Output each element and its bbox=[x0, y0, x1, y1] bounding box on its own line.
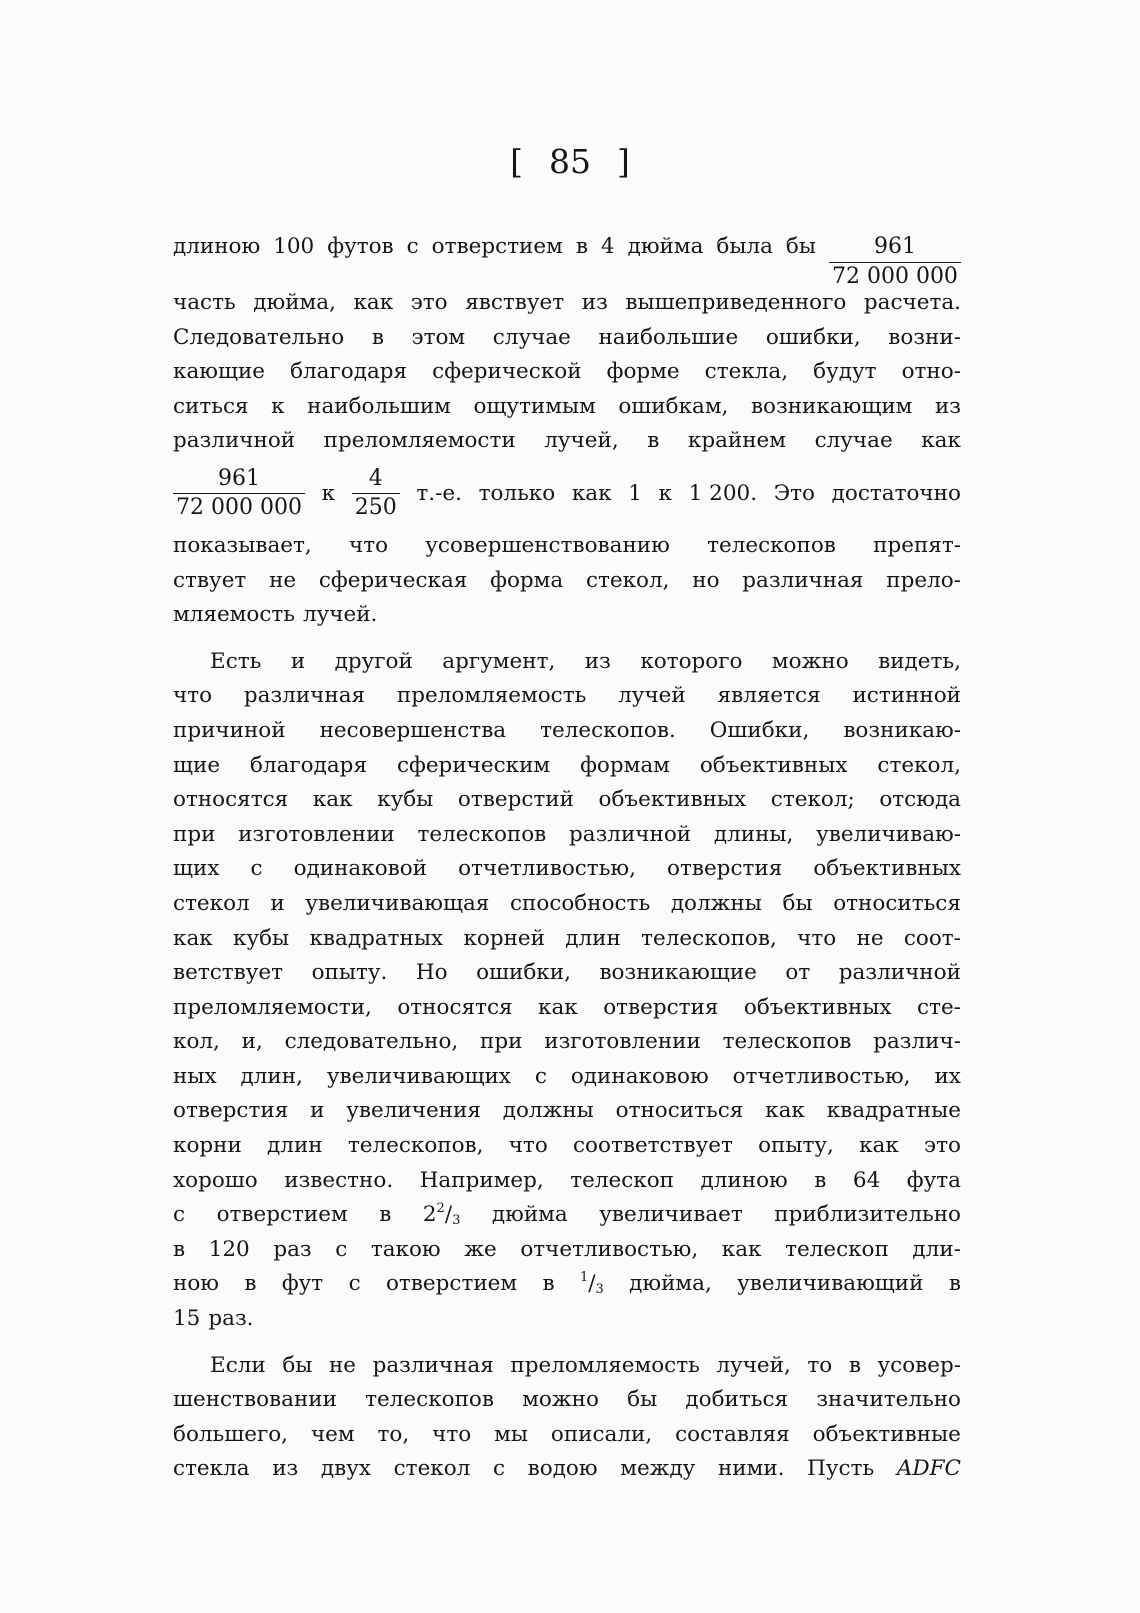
text-line bbox=[173, 1383, 961, 1418]
body-text bbox=[173, 208, 961, 1487]
word: из bbox=[272, 1456, 299, 1482]
word: как bbox=[312, 787, 353, 813]
word: сферическим bbox=[396, 752, 551, 778]
text-line bbox=[173, 1164, 961, 1199]
paragraph-2 bbox=[173, 645, 961, 1337]
text-line bbox=[173, 749, 961, 784]
word: прело- bbox=[886, 567, 961, 593]
word: с bbox=[173, 1202, 186, 1228]
fraction-numerator: 4 bbox=[368, 465, 383, 491]
word: как bbox=[859, 1133, 899, 1159]
word: отчетливостью, bbox=[458, 856, 636, 882]
word: различной bbox=[838, 960, 961, 986]
word: щие bbox=[173, 752, 221, 778]
word: к bbox=[271, 393, 285, 419]
text-line bbox=[173, 1267, 961, 1302]
word: благодаря bbox=[290, 359, 408, 385]
word: возникающим bbox=[750, 393, 913, 419]
word: корней bbox=[463, 925, 545, 951]
word: что bbox=[797, 925, 837, 951]
word: мы bbox=[494, 1421, 528, 1447]
word: и bbox=[310, 1098, 325, 1124]
word: и bbox=[290, 648, 306, 674]
word: наибольшие bbox=[598, 324, 739, 350]
word: ошибкам, bbox=[618, 393, 729, 419]
word: увеличивающая bbox=[305, 890, 490, 916]
word: объективных bbox=[598, 787, 747, 813]
text-line bbox=[173, 991, 961, 1026]
text-line bbox=[173, 887, 961, 922]
word: бы bbox=[627, 1387, 658, 1413]
word: стекла, bbox=[704, 359, 789, 385]
word: как bbox=[353, 290, 394, 315]
text-line bbox=[173, 645, 961, 680]
fraction bbox=[829, 235, 961, 289]
word: стекол; bbox=[770, 787, 855, 813]
word: 64 bbox=[852, 1167, 881, 1193]
word: бы bbox=[282, 1352, 313, 1378]
word: телескопов bbox=[707, 532, 836, 558]
italic-label: ADFC bbox=[896, 1456, 961, 1482]
word: несовершенства bbox=[319, 717, 507, 743]
word: в bbox=[575, 234, 588, 259]
word: способность bbox=[510, 890, 651, 916]
word: к bbox=[658, 480, 672, 506]
word: телескопов. bbox=[540, 717, 676, 743]
word: этом bbox=[411, 324, 466, 350]
text-line bbox=[173, 598, 961, 633]
word: показывает, bbox=[173, 532, 312, 558]
word: в bbox=[244, 1271, 257, 1297]
word: это bbox=[924, 1133, 961, 1159]
text-line bbox=[173, 459, 961, 529]
word: 1 200. bbox=[688, 480, 758, 506]
word: т.-е. bbox=[416, 480, 462, 506]
word: телескопов bbox=[417, 821, 547, 847]
word: относятся bbox=[397, 994, 513, 1020]
word: бы bbox=[785, 234, 816, 259]
word: квадратные bbox=[826, 1098, 961, 1124]
word: чем bbox=[310, 1421, 355, 1447]
text-line bbox=[173, 1302, 961, 1337]
word: опыту. bbox=[311, 960, 388, 986]
word: достаточно bbox=[831, 480, 961, 506]
word: преломляемость bbox=[396, 683, 587, 709]
text-line bbox=[173, 1198, 961, 1233]
word: шенствовании bbox=[173, 1387, 337, 1413]
word: как bbox=[765, 1098, 805, 1124]
word: 4 bbox=[600, 234, 615, 259]
fraction bbox=[173, 467, 305, 521]
word: дюйма, bbox=[629, 1271, 712, 1297]
word: аргумент, bbox=[442, 648, 556, 674]
word: в bbox=[647, 428, 660, 454]
word: различная bbox=[742, 567, 864, 593]
word: дюйма bbox=[627, 234, 704, 259]
word: препят- bbox=[873, 532, 961, 558]
word: это bbox=[410, 290, 448, 315]
word: 100 bbox=[273, 234, 315, 259]
fraction-numerator: 961 bbox=[873, 234, 916, 259]
word: различной bbox=[569, 821, 692, 847]
word: увеличения bbox=[346, 1098, 481, 1124]
text-line bbox=[173, 286, 961, 321]
word: телескопов, bbox=[641, 925, 777, 951]
text-line bbox=[173, 956, 961, 991]
word: стекол, bbox=[877, 752, 961, 778]
word: что bbox=[432, 1421, 472, 1447]
word: отверстием bbox=[385, 1271, 518, 1297]
word: ощутимым bbox=[473, 393, 596, 419]
text-line bbox=[173, 1452, 961, 1487]
word: только bbox=[478, 480, 556, 506]
mixed-numerator: 2 bbox=[436, 1201, 445, 1217]
word: Пусть bbox=[807, 1456, 875, 1482]
word: телескопов, bbox=[347, 1133, 484, 1159]
word: ошибки, bbox=[476, 960, 571, 986]
word: следовательно, bbox=[284, 1029, 459, 1055]
text-line bbox=[173, 922, 961, 957]
word: изготовлении bbox=[238, 821, 395, 847]
word: причиной bbox=[173, 717, 286, 743]
word: относиться bbox=[833, 890, 961, 916]
text-line bbox=[173, 1094, 961, 1129]
word: но bbox=[692, 567, 720, 593]
word: преломляемости, bbox=[173, 994, 372, 1020]
word: дюйма, bbox=[253, 290, 336, 315]
word: раз. bbox=[208, 1306, 254, 1332]
word: в bbox=[173, 1236, 186, 1262]
word: опыту, bbox=[758, 1133, 834, 1159]
word: которого bbox=[640, 648, 743, 674]
word: от bbox=[785, 960, 811, 986]
word: отверстием bbox=[431, 234, 563, 259]
word: будут bbox=[813, 359, 877, 385]
word: возни- bbox=[888, 324, 961, 350]
word: Есть bbox=[210, 648, 262, 674]
word: то, bbox=[377, 1421, 410, 1447]
word: благодаря bbox=[250, 752, 368, 778]
word: 120 bbox=[208, 1236, 250, 1262]
word: дюйма bbox=[491, 1202, 568, 1228]
word: соот- bbox=[903, 925, 961, 951]
word: отно- bbox=[901, 359, 961, 385]
word: объективных bbox=[743, 994, 892, 1020]
word: длин bbox=[267, 1133, 323, 1159]
text-line bbox=[173, 714, 961, 749]
word: одинаковой bbox=[293, 856, 428, 882]
word: из bbox=[584, 648, 611, 674]
word: различ- bbox=[873, 1029, 961, 1055]
word: телескоп bbox=[570, 1167, 675, 1193]
word: видеть, bbox=[878, 648, 961, 674]
text-line bbox=[173, 1025, 961, 1060]
word: дли- bbox=[912, 1236, 961, 1262]
word: телескопов bbox=[365, 1387, 494, 1413]
text-line bbox=[173, 529, 961, 564]
text-line bbox=[173, 679, 961, 714]
word: с bbox=[406, 234, 419, 259]
mixed-denominator: 3 bbox=[452, 1213, 461, 1229]
word: стекла bbox=[173, 1456, 250, 1482]
word: объективные bbox=[812, 1421, 961, 1447]
text-line bbox=[173, 852, 961, 887]
word: должны bbox=[670, 890, 762, 916]
word: случае bbox=[814, 428, 893, 454]
word: ных bbox=[173, 1063, 217, 1089]
word: из bbox=[934, 393, 961, 419]
word: Например, bbox=[419, 1167, 544, 1193]
text-line bbox=[173, 1233, 961, 1268]
word: отверстий bbox=[457, 787, 574, 813]
word: приблизительно bbox=[774, 1202, 961, 1228]
text-line bbox=[173, 1349, 961, 1384]
word: лучей. bbox=[302, 602, 378, 628]
word: ветствует bbox=[173, 960, 284, 986]
word: же bbox=[464, 1236, 497, 1262]
word: является bbox=[717, 683, 821, 709]
word: сте- bbox=[917, 994, 961, 1020]
word: ною bbox=[173, 1271, 219, 1297]
word: преломляемости bbox=[323, 428, 516, 454]
word: Ошибки, bbox=[709, 717, 810, 743]
text-line bbox=[173, 783, 961, 818]
text-line bbox=[173, 1060, 961, 1095]
word: значительно bbox=[816, 1387, 961, 1413]
word: большего, bbox=[173, 1421, 289, 1447]
word: Следовательно bbox=[173, 324, 345, 350]
word: двух bbox=[320, 1456, 372, 1482]
word: Это bbox=[773, 480, 815, 506]
word: стекол, bbox=[585, 567, 670, 593]
word: как bbox=[921, 428, 961, 454]
paragraph-3 bbox=[173, 1349, 961, 1487]
word: и, bbox=[241, 1029, 263, 1055]
word: с bbox=[492, 1456, 506, 1482]
word: другой bbox=[334, 648, 413, 674]
fraction-denominator: 72 000 000 bbox=[173, 493, 305, 521]
word: фута bbox=[906, 1167, 961, 1193]
word: отсюда bbox=[879, 787, 961, 813]
word: что bbox=[348, 532, 389, 558]
word: с bbox=[335, 1236, 348, 1262]
word: корни bbox=[173, 1133, 242, 1159]
word: не bbox=[328, 1352, 357, 1378]
word: как bbox=[571, 480, 612, 506]
word: возникающие bbox=[599, 960, 757, 986]
text-line bbox=[173, 1129, 961, 1164]
word: кол, bbox=[173, 1029, 220, 1055]
word: телескоп bbox=[785, 1236, 889, 1262]
word: длины, bbox=[713, 821, 794, 847]
fraction-denominator: 72 000 000 bbox=[829, 262, 961, 290]
word: соответствует bbox=[573, 1133, 733, 1159]
word: стекол bbox=[393, 1456, 471, 1482]
word: лучей bbox=[618, 683, 686, 709]
word: отверстия bbox=[603, 994, 719, 1020]
word: относиться bbox=[615, 1098, 744, 1124]
word: их bbox=[934, 1063, 961, 1089]
word: формам bbox=[580, 752, 670, 778]
word: должны bbox=[502, 1098, 594, 1124]
word: кубы bbox=[233, 925, 290, 951]
text-line bbox=[173, 355, 961, 390]
word: истинной bbox=[852, 683, 961, 709]
word: как bbox=[538, 994, 578, 1020]
page-number-value: 85 bbox=[549, 142, 591, 181]
word: ошибки, bbox=[765, 324, 861, 350]
word: часть bbox=[173, 290, 236, 315]
word: в bbox=[542, 1271, 555, 1297]
word: такою bbox=[370, 1236, 441, 1262]
word: 1 bbox=[628, 480, 642, 506]
word: случае bbox=[492, 324, 571, 350]
fraction-numerator: 961 bbox=[217, 465, 260, 491]
word: что bbox=[508, 1133, 548, 1159]
word: сферическая bbox=[318, 567, 468, 593]
word: как bbox=[721, 1236, 762, 1262]
text-line bbox=[173, 818, 961, 853]
mixed-whole: 2 bbox=[422, 1202, 437, 1228]
word: крайнем bbox=[687, 428, 787, 454]
word: раз bbox=[273, 1236, 312, 1262]
word: телескопов bbox=[722, 1029, 852, 1055]
word: с bbox=[250, 856, 263, 882]
word: форме bbox=[606, 359, 680, 385]
word: водою bbox=[527, 1456, 598, 1482]
word: одинаковою bbox=[570, 1063, 709, 1089]
text-line bbox=[173, 321, 961, 356]
word: была bbox=[716, 234, 773, 259]
word: в bbox=[848, 1352, 861, 1378]
word: преломляемость bbox=[510, 1352, 700, 1378]
word: можно bbox=[522, 1387, 599, 1413]
word: в bbox=[948, 1271, 961, 1297]
word: вышеприведенного bbox=[625, 290, 847, 315]
word: стекол bbox=[173, 890, 250, 916]
word: при bbox=[173, 821, 216, 847]
fraction bbox=[352, 467, 400, 521]
word: кубы bbox=[377, 787, 434, 813]
mixed-fraction: $2^2/_3$ bbox=[422, 1201, 461, 1229]
slash-fraction: $^1/_3$ bbox=[579, 1270, 604, 1298]
word: футов bbox=[327, 234, 394, 259]
word: то bbox=[807, 1352, 833, 1378]
word: отверстия bbox=[667, 856, 783, 882]
word: кающие bbox=[173, 359, 266, 385]
word: относятся bbox=[173, 787, 289, 813]
word: отчетливостью, bbox=[520, 1236, 699, 1262]
word: бы bbox=[782, 890, 813, 916]
paragraph-1 bbox=[173, 208, 961, 633]
word: ними. bbox=[717, 1456, 785, 1482]
word: лучей, bbox=[544, 428, 619, 454]
word: что bbox=[173, 683, 213, 709]
word: можно bbox=[771, 648, 849, 674]
word: из bbox=[581, 290, 608, 315]
word: в bbox=[371, 324, 384, 350]
word: квадратных bbox=[309, 925, 444, 951]
page-number-left-bracket: [ bbox=[510, 142, 523, 181]
fraction-numerator: 1 bbox=[579, 1270, 589, 1286]
word: усовер- bbox=[877, 1352, 961, 1378]
word: длин, bbox=[240, 1063, 303, 1089]
word: увеличивающих bbox=[326, 1063, 511, 1089]
word: не bbox=[269, 567, 297, 593]
text-line bbox=[173, 564, 961, 599]
fraction-denominator: 250 bbox=[352, 493, 400, 521]
word: и bbox=[270, 890, 285, 916]
word: увеличивает bbox=[599, 1202, 743, 1228]
fraction-denominator: 3 bbox=[595, 1282, 604, 1298]
word: с bbox=[348, 1271, 361, 1297]
word: различной bbox=[173, 428, 296, 454]
word: длиною bbox=[700, 1167, 788, 1193]
word: не bbox=[856, 925, 884, 951]
word: различная bbox=[372, 1352, 494, 1378]
word: различная bbox=[243, 683, 366, 709]
word: ситься bbox=[173, 393, 249, 419]
word: возникаю- bbox=[843, 717, 961, 743]
word: объективных bbox=[699, 752, 848, 778]
word: ствует bbox=[173, 567, 247, 593]
word: изготовлении bbox=[544, 1029, 701, 1055]
word: составляя bbox=[675, 1421, 790, 1447]
word: отчетливостью, bbox=[732, 1063, 911, 1089]
word: наибольшим bbox=[307, 393, 451, 419]
text-line bbox=[173, 208, 961, 289]
word: объективных bbox=[813, 856, 961, 882]
word: щих bbox=[173, 856, 220, 882]
word: известно. bbox=[284, 1167, 394, 1193]
word: фут bbox=[281, 1271, 324, 1297]
word: как bbox=[173, 925, 213, 951]
page-number bbox=[0, 142, 1140, 181]
word: в bbox=[814, 1167, 827, 1193]
page-number-right-bracket: ] bbox=[617, 142, 630, 181]
word: мляемость bbox=[173, 602, 295, 628]
word: между bbox=[620, 1456, 696, 1482]
word: явствует bbox=[465, 290, 565, 315]
word: сферической bbox=[432, 359, 582, 385]
word: расчета. bbox=[863, 290, 961, 315]
text-line bbox=[173, 424, 961, 459]
word: Если bbox=[210, 1352, 266, 1378]
word: форма bbox=[490, 567, 564, 593]
word: к bbox=[321, 480, 336, 506]
word: хорошо bbox=[173, 1167, 258, 1193]
word: описали, bbox=[550, 1421, 653, 1447]
word: добиться bbox=[685, 1387, 789, 1413]
word: длиною bbox=[173, 234, 261, 259]
word: увеличивающий bbox=[737, 1271, 924, 1297]
text-line bbox=[173, 1418, 961, 1453]
word: длин bbox=[565, 925, 621, 951]
word: отверстием bbox=[216, 1202, 348, 1228]
text-line bbox=[173, 390, 961, 425]
word: лучей, bbox=[716, 1352, 791, 1378]
word: 15 bbox=[173, 1306, 201, 1332]
word: при bbox=[480, 1029, 523, 1055]
word: увеличиваю- bbox=[816, 821, 961, 847]
word: усовершенствованию bbox=[425, 532, 670, 558]
word: отверстия bbox=[173, 1098, 289, 1124]
word: с bbox=[534, 1063, 547, 1089]
word: Но bbox=[415, 960, 448, 986]
word: в bbox=[379, 1202, 392, 1228]
